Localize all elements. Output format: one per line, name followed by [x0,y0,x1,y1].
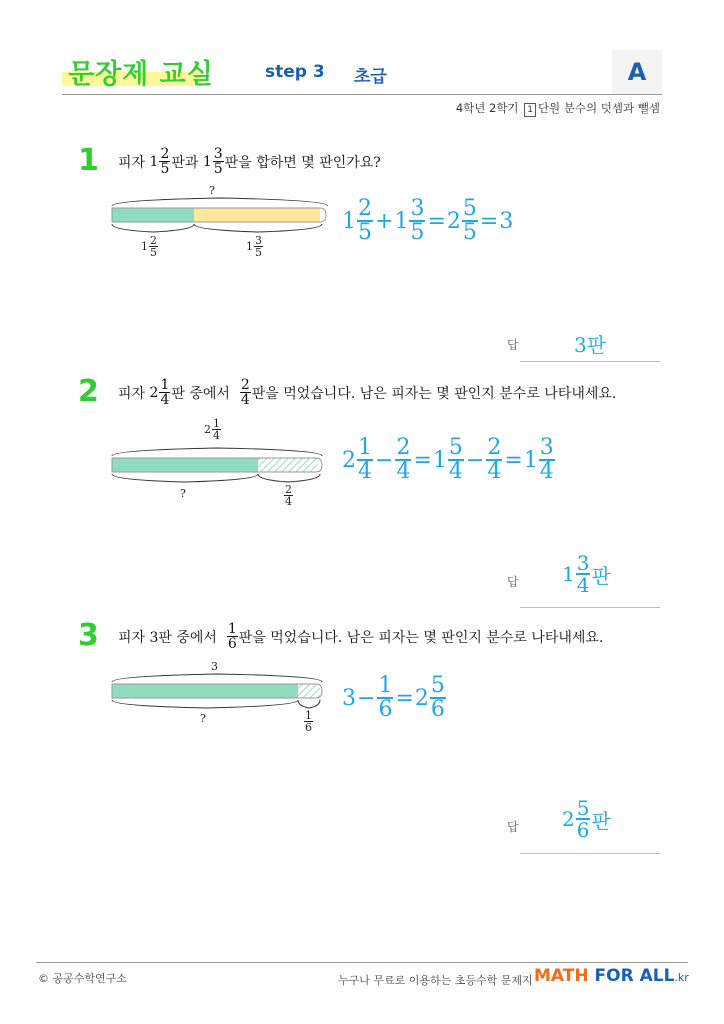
problem-number-2: 2 [78,374,99,409]
diagram-2-bottom-left: ? [180,487,186,500]
answer-line-1 [520,361,660,362]
bottom-brace-left [112,474,258,482]
bottom-brace-right [298,700,320,708]
bottom-brace-right [258,474,320,482]
step-label: step 3 [265,62,325,82]
top-brace [112,674,322,682]
problem-text-1: 피자 1 $\frac{2}{5}$ 판과 1 $\frac{3}{5}$ 판을 합하면 몇 판인가요? [118,146,381,177]
brand-logo: MATH FOR ALL.kr [534,966,689,986]
problem-number-3: 3 [78,618,99,653]
answer-3: 2 $\frac{5}{6}$ 판 [562,796,611,842]
header-divider [62,94,662,95]
fraction: 1 $\frac{2}{5}$ [149,146,170,177]
top-brace [112,198,328,206]
diagram-1-top-label: ? [209,184,215,197]
page-title: 문장제 교실 [68,59,214,90]
problem-number-1: 1 [78,143,99,178]
equation-2: 2 $\frac{1}{4}$ − $\frac{2}{4}$ = 1 $\frac{5}{4}$ − $\frac{2}{4}$ = 1 $\frac{3}{4}$ [342,435,554,484]
problem-text-2: 피자 2 $\frac{1}{4}$ 판 중에서 $\frac{2}{4}$ 판을 먹었습니다. 남은 피자는 몇 판인지 분수로 나타내세요. [118,377,617,408]
answer-label-1: 답 [507,338,519,352]
equation-3: 3 − $\frac{1}{6}$ = 2 $\frac{5}{6}$ [342,673,445,722]
footer-copyright: © 공공수학연구소 [38,972,127,985]
answer-2: 1 $\frac{3}{4}$ 판 [562,551,611,597]
diagram-1 [108,180,328,240]
diagram-2 [108,440,328,486]
top-brace [112,448,322,456]
bar-part-right [194,208,320,222]
answer-label-2: 답 [507,575,519,589]
level-label: 초급 [354,67,387,87]
diagram-2-top-label: 2 $\frac{1}{4}$ [204,417,220,442]
footer-tagline: 누구나 무료로 이용하는 초등수학 문제지 [338,974,533,987]
fraction: 1 $\frac{3}{5}$ [202,146,223,177]
bottom-brace-right [194,224,322,232]
bottom-brace-left [112,700,298,708]
bottom-brace-left [112,224,194,232]
diagram-3-bottom-left: ? [200,712,206,725]
bar-part-left [112,208,194,222]
answer-1: 3판 [574,333,607,357]
diagram-3-bottom-right: $\frac{1}{6}$ [305,709,312,734]
bar-eaten [258,458,318,472]
diagram-1-left-label: 1 $\frac{2}{5}$ [141,234,157,259]
bar-eaten [298,684,320,698]
equation-1: 1 $\frac{2}{5}$ + 1 $\frac{3}{5}$ = 2 $\frac{5}{5}$ = 3 [342,196,514,245]
diagram-1-right-label: 1 $\frac{3}{5}$ [246,234,262,259]
answer-line-2 [520,607,660,608]
bar-remaining [112,458,258,472]
diagram-2-bottom-right: $\frac{2}{4}$ [285,483,292,508]
answer-line-3 [520,853,660,854]
version-badge: A [612,50,662,94]
footer-divider [36,962,688,963]
diagram-3 [108,666,328,712]
bar-remaining [112,684,298,698]
unit-caption: 4학년 2학기 1 단원 분수의 덧셈과 뺄셈 [455,101,660,115]
problem-text-3: 피자 3판 중에서 $\frac{1}{6}$ 판을 먹었습니다. 남은 피자는 몇 판인지 분수로 나타내세요. [118,621,604,652]
diagram-3-top-label: 3 [211,660,218,673]
answer-label-3: 답 [507,820,519,834]
